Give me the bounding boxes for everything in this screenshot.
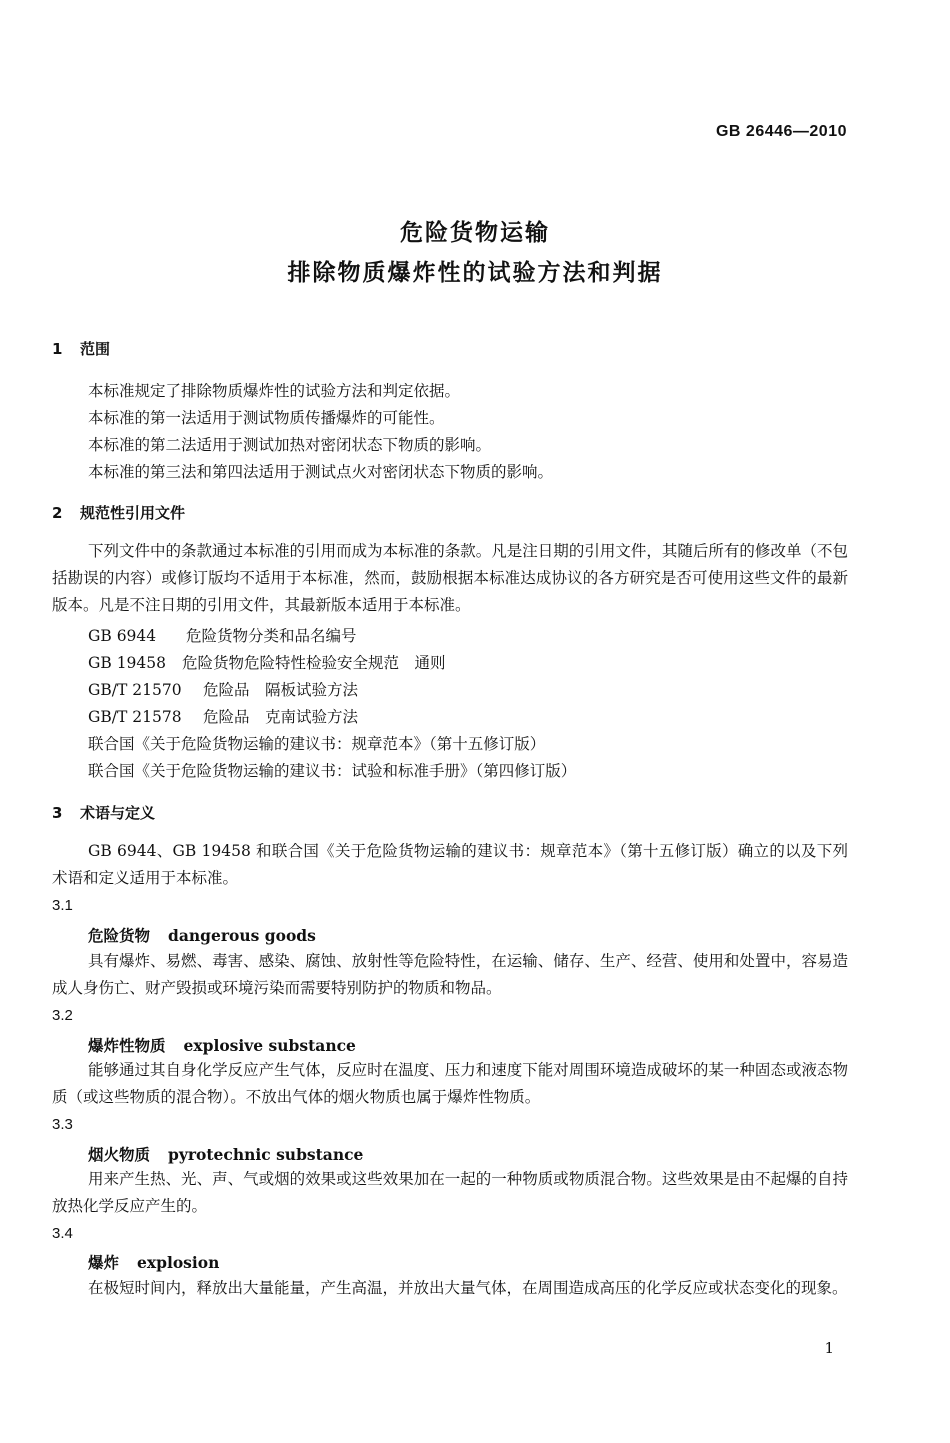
title-line-1: 危险货物运输 bbox=[400, 220, 550, 246]
term-number: 3.1 bbox=[52, 897, 73, 914]
reference-title: 危险货物分类和品名编号 bbox=[186, 627, 357, 645]
reference-code: GB/T 21570 bbox=[88, 681, 182, 699]
scope-line: 本标准规定了排除物质爆炸性的试验方法和判定依据。 bbox=[88, 382, 461, 400]
term-heading bbox=[88, 1143, 363, 1165]
reference-item bbox=[88, 624, 357, 646]
term-english: dangerous goods bbox=[168, 926, 316, 945]
reference-code: GB 6944 bbox=[88, 627, 157, 645]
term-definition bbox=[52, 948, 848, 1002]
paragraph-text: GB 6944、GB 19458 和联合国《关于危险货物运输的建议书：规章范本》（第十五修订版）确立的以及下列术语和定义适用于本标准。 bbox=[52, 842, 848, 887]
scope-line: 本标准的第一法适用于测试物质传播爆炸的可能性。 bbox=[88, 409, 445, 427]
term-heading bbox=[88, 1251, 219, 1273]
reference-code: GB/T 21578 bbox=[88, 708, 182, 726]
reference-code: GB 19458 bbox=[88, 654, 167, 672]
reference-title: 危险品 隔板试验方法 bbox=[203, 681, 359, 699]
definition-text: 能够通过其自身化学反应产生气体，反应时在温度、压力和速度下能对周围环境造成破坏的某一种固态或液态物质（或这些物质的混合物）。不放出气体的烟火物质也属于爆炸性物质。 bbox=[52, 1061, 848, 1106]
term-heading bbox=[88, 1034, 356, 1056]
term-definition bbox=[52, 1166, 848, 1220]
term-chinese: 烟火物质 bbox=[88, 1146, 151, 1164]
reference-title: 危险品 克南试验方法 bbox=[203, 708, 359, 726]
section-number: 2 bbox=[52, 504, 63, 522]
reference-item bbox=[88, 732, 545, 754]
section-title: 术语与定义 bbox=[80, 804, 156, 822]
reference-title: 危险货物危险特性检验安全规范 通则 bbox=[182, 654, 446, 672]
section-number: 3 bbox=[52, 804, 63, 822]
section-1-heading bbox=[52, 338, 110, 359]
section-2-paragraph bbox=[52, 538, 848, 619]
term-number: 3.4 bbox=[52, 1225, 73, 1242]
term-chinese: 爆炸性物质 bbox=[88, 1037, 166, 1055]
standard-code: GB 26446—2010 bbox=[715, 123, 847, 140]
reference-title: 联合国《关于危险货物运输的建议书：规章范本》（第十五修订版） bbox=[88, 735, 546, 753]
term-definition bbox=[52, 1057, 848, 1111]
reference-item bbox=[88, 651, 446, 673]
title-line-2: 排除物质爆炸性的试验方法和判据 bbox=[287, 260, 663, 286]
definition-text: 具有爆炸、易燃、毒害、感染、腐蚀、放射性等危险特性，在运输、储存、生产、经营、使用和处置中，容易造成人身伤亡、财产毁损或环境污染而需要特别防护的物质和物品。 bbox=[52, 952, 848, 997]
section-3-heading bbox=[52, 802, 155, 823]
section-2-heading bbox=[52, 502, 185, 523]
scope-line: 本标准的第二法适用于测试加热对密闭状态下物质的影响。 bbox=[88, 436, 492, 454]
term-chinese: 危险货物 bbox=[88, 927, 151, 945]
term-english: explosive substance bbox=[183, 1036, 356, 1055]
term-english: explosion bbox=[137, 1253, 220, 1272]
reference-item bbox=[88, 705, 358, 727]
term-definition bbox=[52, 1275, 848, 1302]
paragraph-text: 下列文件中的条款通过本标准的引用而成为本标准的条款。凡是注日期的引用文件，其随后所有的修改单（不包括勘误的内容）或修订版均不适用于本标准，然而，鼓励根据本标准达成协议的各方研究是否可使用这些文件的最新版本。凡是不注日期的引用文件，其最新版本适用于本标准。 bbox=[52, 542, 848, 614]
section-3-paragraph bbox=[52, 838, 848, 892]
definition-text: 在极短时间内，释放出大量能量，产生高温，并放出大量气体，在周围造成高压的化学反应或状态变化的现象。 bbox=[88, 1279, 848, 1297]
reference-item bbox=[88, 759, 576, 781]
reference-title: 联合国《关于危险货物运输的建议书：试验和标准手册》（第四修订版） bbox=[88, 762, 577, 780]
section-title: 规范性引用文件 bbox=[80, 504, 186, 522]
page-number: 1 bbox=[824, 1339, 834, 1357]
reference-item bbox=[88, 678, 358, 700]
scope-line: 本标准的第三法和第四法适用于测试点火对密闭状态下物质的影响。 bbox=[88, 463, 554, 481]
section-number: 1 bbox=[52, 340, 63, 358]
section-title: 范围 bbox=[80, 340, 111, 358]
term-chinese: 爆炸 bbox=[88, 1254, 120, 1272]
term-heading bbox=[88, 924, 316, 946]
term-number: 3.2 bbox=[52, 1007, 73, 1024]
term-number: 3.3 bbox=[52, 1116, 73, 1133]
term-english: pyrotechnic substance bbox=[168, 1145, 364, 1164]
definition-text: 用来产生热、光、声、气或烟的效果或这些效果加在一起的一种物质或物质混合物。这些效果是由不起爆的自持放热化学反应产生的。 bbox=[52, 1170, 848, 1215]
